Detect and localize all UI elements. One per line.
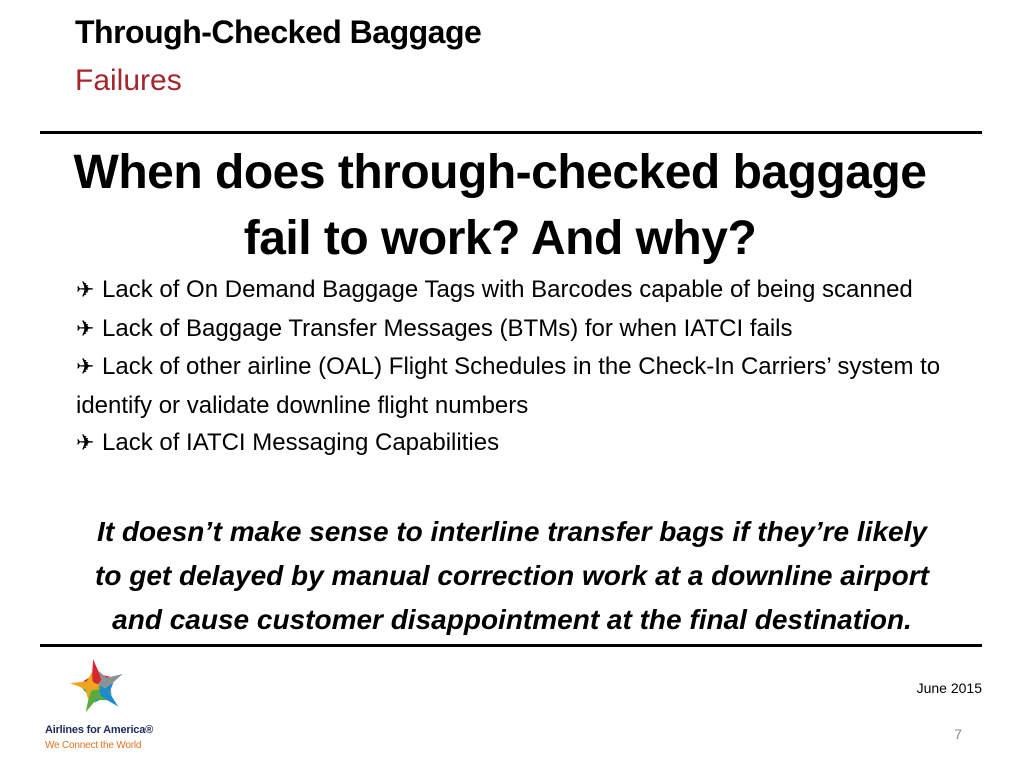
list-item (76, 424, 956, 463)
slide-subtitle: Failures (75, 64, 182, 97)
bottom-divider (40, 644, 982, 647)
statement-line-1: It doesn’t make sense to interline transfer bags if they’re likely (97, 516, 927, 547)
bullet-list (76, 271, 956, 463)
bullet-text: Lack of On Demand Baggage Tags with Barcodes capable of being scanned (102, 276, 913, 303)
logo-tagline: We Connect the World (45, 740, 142, 751)
bullet-text: Lack of other airline (OAL) Flight Schedules in the Check-In Carriers’ system to identify or validate downline flight numbers (76, 353, 941, 419)
airplane-icon: ✈ (76, 278, 95, 303)
question-heading (0, 140, 1000, 272)
slide-title: Through-Checked Baggage (75, 14, 482, 50)
airplane-icon: ✈ (76, 355, 95, 380)
list-item (76, 310, 956, 349)
slide-date: June 2015 (916, 680, 982, 696)
statement-line-3: and cause customer disappointment at the final destination. (112, 604, 912, 635)
list-item (76, 348, 956, 424)
bullet-text: Lack of Baggage Transfer Messages (BTMs) for when IATCI fails (102, 314, 793, 342)
question-line-1: When does through-checked baggage (73, 146, 927, 199)
conclusion-statement (0, 510, 1024, 642)
airplane-icon: ✈ (76, 431, 95, 456)
top-divider (40, 131, 982, 134)
list-item (76, 271, 956, 310)
statement-line-2: to get delayed by manual correction work at a downline airport (95, 560, 929, 591)
airplanes-star-icon (67, 656, 129, 718)
page-number: 7 (954, 726, 962, 742)
bullet-text: Lack of IATCI Messaging Capabilities (102, 429, 500, 456)
airplane-icon: ✈ (76, 316, 95, 342)
airlines-for-america-logo (45, 656, 165, 756)
logo-name: Airlines for America® (45, 724, 154, 736)
question-line-2: fail to work? And why? (243, 212, 757, 265)
